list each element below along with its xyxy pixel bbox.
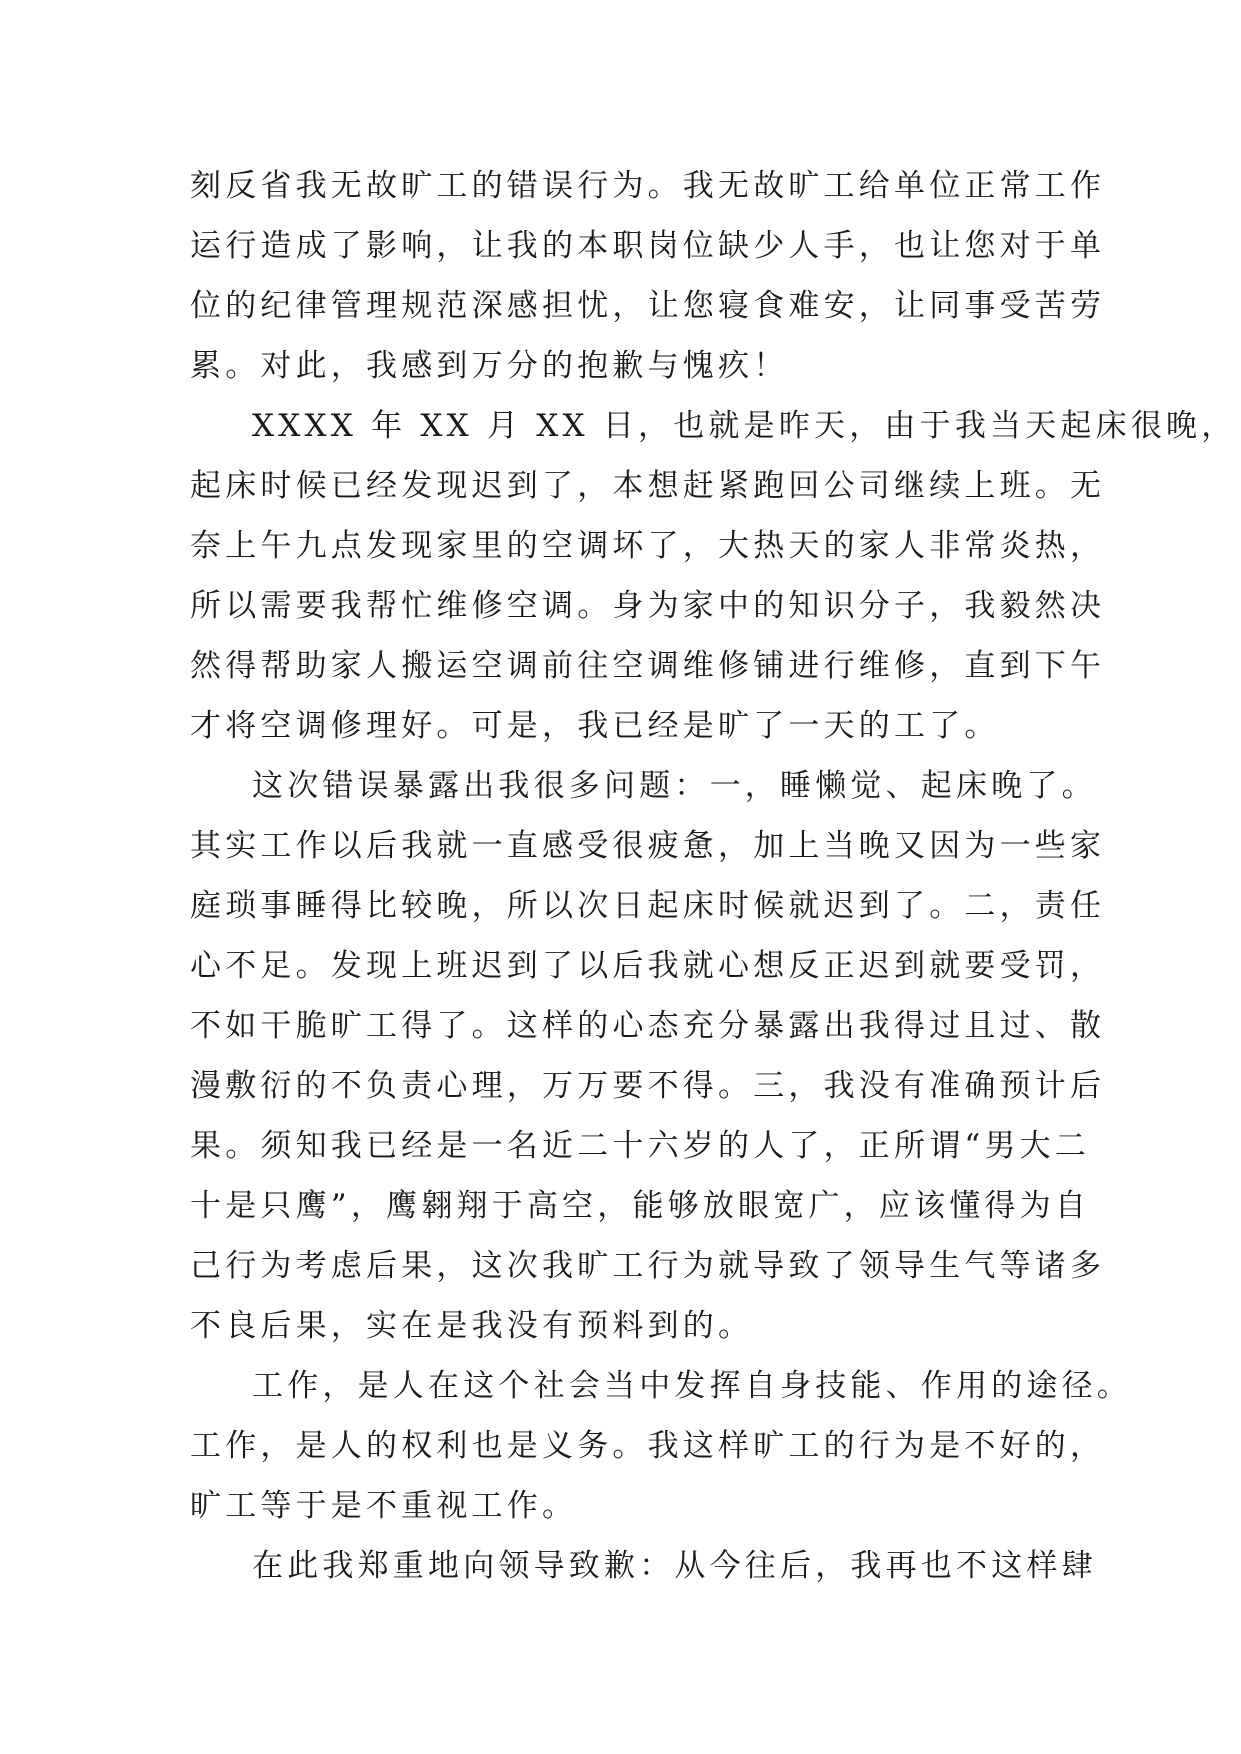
text-line: 心不足。发现上班迟到了以后我就心想反正迟到就要受罚， xyxy=(190,948,1106,984)
text-line: 所以需要我帮忙维修空调。身为家中的知识分子，我毅然决 xyxy=(190,588,1106,624)
text-line: 不如干脆旷工得了。这样的心态充分暴露出我得过且过、散 xyxy=(190,1008,1106,1044)
text-line: 工作，是人在这个社会当中发挥自身技能、作用的途径。 xyxy=(252,1368,1132,1404)
text-line: 己行为考虑后果，这次我旷工行为就导致了领导生气等诸多 xyxy=(190,1248,1106,1284)
text-line: 才将空调修理好。可是，我已经是旷了一天的工了。 xyxy=(190,708,1000,744)
text-line: 工作，是人的权利也是义务。我这样旷工的行为是不好的， xyxy=(190,1428,1106,1464)
text-line: 旷工等于是不重视工作。 xyxy=(190,1488,578,1524)
text-line: 奈上午九点发现家里的空调坏了，大热天的家人非常炎热， xyxy=(190,528,1106,564)
text-line: 不良后果，实在是我没有预料到的。 xyxy=(190,1308,754,1344)
text-line: 其实工作以后我就一直感受很疲惫，加上当晚又因为一些家 xyxy=(190,828,1106,864)
text-line: 这次错误暴露出我很多问题：一，睡懒觉、起床晚了。 xyxy=(252,768,1097,804)
document-body xyxy=(190,156,1237,1596)
text-line: 十是只鹰”，鹰翱翔于高空，能够放眼宽广，应该懂得为自 xyxy=(190,1188,1091,1224)
text-line: 漫敷衍的不负责心理，万万要不得。三，我没有准确预计后 xyxy=(190,1068,1106,1104)
text-line: 累。对此，我感到万分的抱歉与愧疚！ xyxy=(190,348,789,384)
text-line: 位的纪律管理规范深感担忧，让您寝食难安，让同事受苦劳 xyxy=(190,288,1106,324)
text-line: 起床时候已经发现迟到了，本想赶紧跑回公司继续上班。无 xyxy=(190,468,1106,504)
text-line: 运行造成了影响，让我的本职岗位缺少人手，也让您对于单 xyxy=(190,228,1106,264)
text-line: 刻反省我无故旷工的错误行为。我无故旷工给单位正常工作 xyxy=(190,168,1106,204)
text-line: 在此我郑重地向领导致歉：从今往后，我再也不这样肆 xyxy=(252,1548,1097,1584)
text-line: XXXX 年 XX 月 XX 日，也就是昨天，由于我当天起床很晚， xyxy=(252,408,1237,444)
text-line: 庭琐事睡得比较晚，所以次日起床时候就迟到了。二，责任 xyxy=(190,888,1106,924)
text-line: 果。须知我已经是一名近二十六岁的人了，正所谓“男大二 xyxy=(190,1128,1091,1164)
text-line: 然得帮助家人搬运空调前往空调维修铺进行维修，直到下午 xyxy=(190,648,1106,684)
